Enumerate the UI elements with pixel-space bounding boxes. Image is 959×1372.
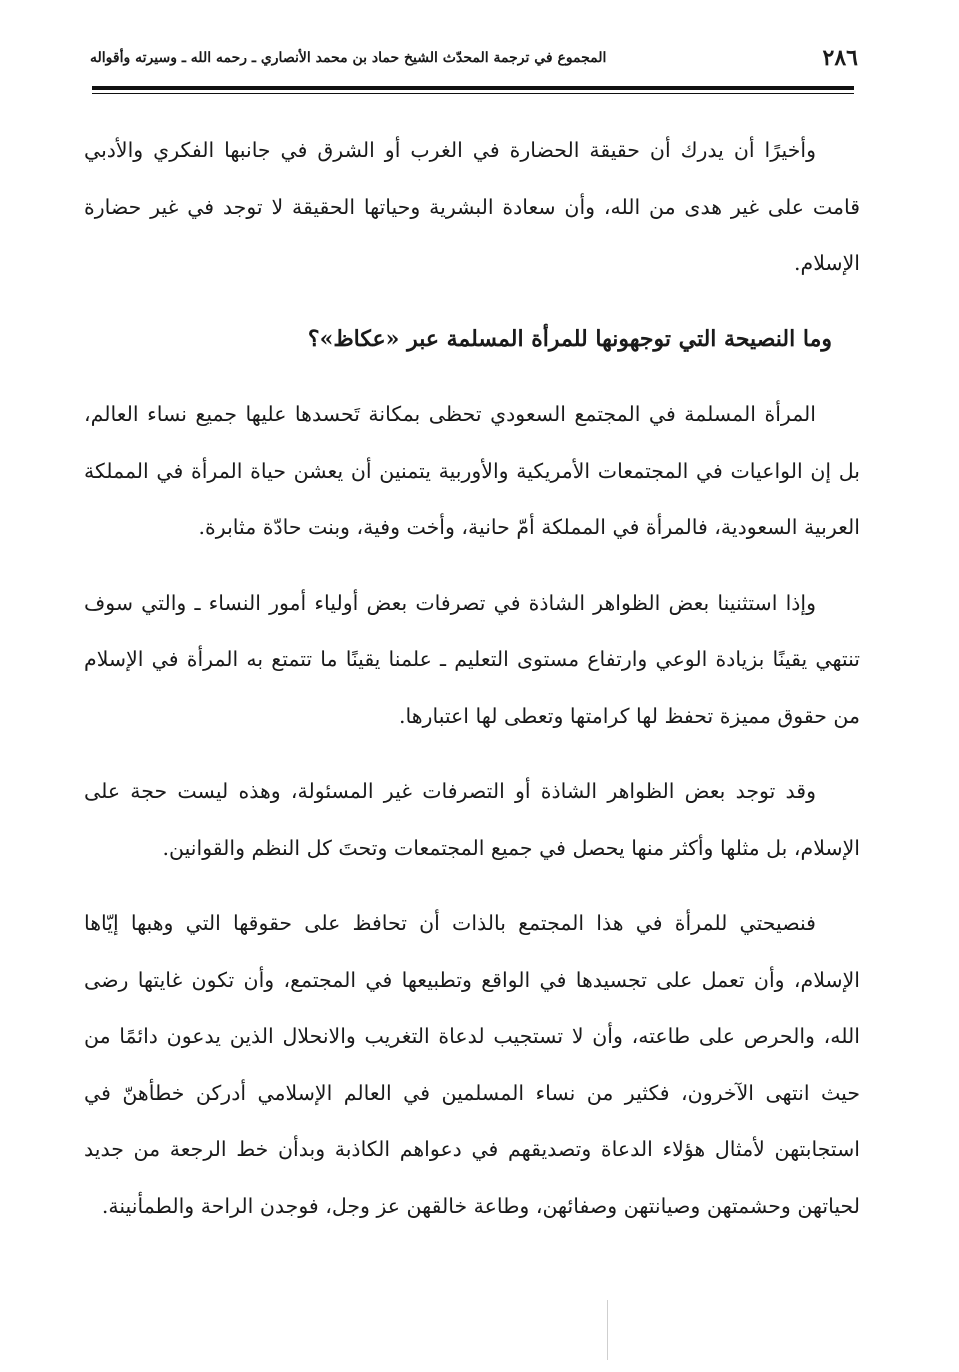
body-text [84,122,860,1253]
paragraph-saudi-woman: المرأة المسلمة في المجتمع السعودي تحظى بمكانة تَحسدها عليها جميع نساء العالم، بل إن الواعيات في المجتمعات الأمريكية والأوربية يتمنين أن يعشن حياة المرأة في المملكة العربية السعودية، فالمرأة في المملكة أمّ حانية، وأخت وفية، وبنت حادّة مثابرة. [84,402,860,539]
running-header-title: المجموع في ترجمة المحدّث الشيخ حماد بن محمد الأنصاري ـ رحمه الله ـ وسيرته وأقواله [90,50,607,66]
scan-mark [607,1300,608,1360]
header-rule-thin [92,93,854,94]
paragraph-irresponsible-behaviour: وقد توجد بعض الظواهر الشاذة أو التصرفات غير المسئولة، وهذه ليست حجة على الإسلام، بل مثلها وأكثر منها يحصل في جميع المجتمعات وتحتَ كل النظم والقوانين. [84,779,860,860]
paragraph-advice: فنصيحتي للمرأة في هذا المجتمع بالذات أن تحافظ على حقوقها التي وهبها إيّاها الإسلام، وأن تعمل على تجسيدها في الواقع وتطبيعها في المجتمع، وأن تكون غايتها رضى الله، والحرص على طاعته، وأن لا تستجيب لدعاة التغريب والانحلال الذين يدعون دائمًا من حيث انتهى الآخرون، فكثير من نساء المسلمين في العالم الإسلامي أدركن خطأهنّ في استجابتهن لأمثال هؤلاء الدعاة وتصديقهم في دعواهم الكاذبة وبدأن خط الرجعة من جديد لحياتهن وحشمتهن وصيانتهن وصفائهن، وطاعة خالقهن عز وجل، فوجدن الراحة والطمأنينة. [84,911,860,1218]
paragraph-civilization: وأخيرًا أن يدرك أن حقيقة الحضارة في الغرب أو الشرق في جانبها الفكري والأدبي قامت على غير هدى من الله، وأن سعادة البشرية وحياتها الحقيقة لا توجد في غير حضارة الإسلام. [84,138,860,275]
page-number: ٢٨٦ [822,45,858,71]
paragraph-exceptions: وإذا استثنينا بعض الظواهر الشاذة في تصرفات بعض أولياء أمور النساء ـ والتي سوف تنتهي يقينًا بزيادة الوعي وارتفاع مستوى التعليم ـ علمنا يقينًا ما تتمتع به المرأة في الإسلام من حقوق مميزة تحفظ لها كرامتها وتعطى لها اعتبارها. [84,590,860,728]
header-rule-thick [92,86,854,90]
running-header [90,38,858,78]
section-question-heading: وما النصيحة التي توجهونها للمرأة المسلمة عبر «عكاظ»؟ [307,325,832,352]
